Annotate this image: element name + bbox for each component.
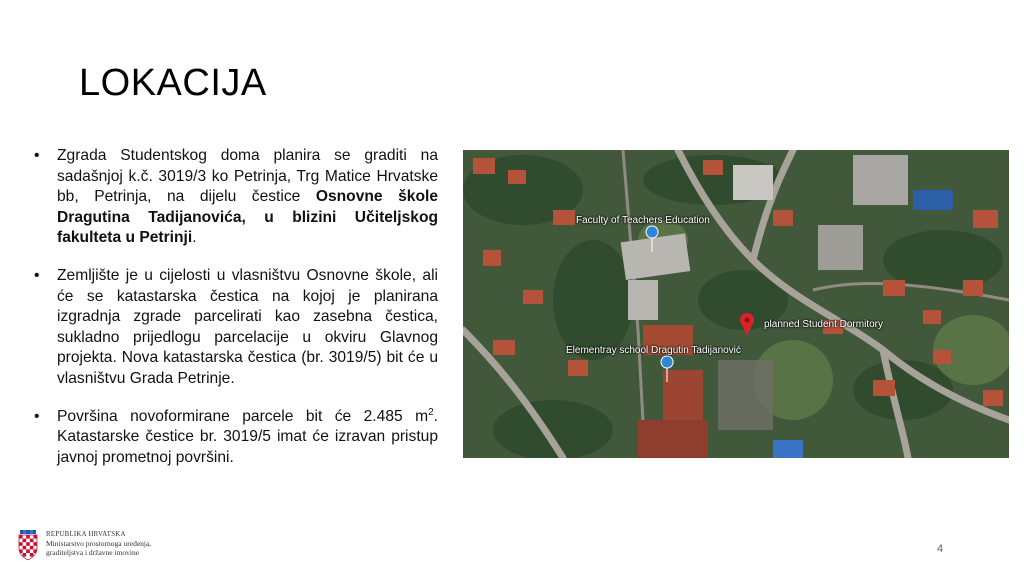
bullet-1-end: . [192,229,197,247]
bullet-1-bold-text: Osnovne škole Dragutina Tadijanovića, u blizini Učiteljskog fakulteta u Petrinji [57,188,438,247]
footer [18,530,151,560]
page-number: 4 [937,543,944,555]
bullet-item-2 [34,266,438,390]
ministry-name [46,530,151,557]
croatian-coat-of-arms-icon [18,530,38,560]
ministry-line-1: REPUBLIKA HRVATSKA [46,531,126,538]
bullet-item-1 [34,146,438,249]
map-imagery [463,150,1009,458]
bullet-list [34,146,438,485]
map-label-dormitory: planned Student Dormitory [764,319,883,330]
satellite-map [463,150,1009,458]
ministry-line-2: Ministarstvo prostornoga uređenja, [46,539,152,548]
bullet-marker: • [34,147,40,164]
map-label-faculty: Faculty of Teachers Education [576,215,710,226]
bullet-3-text-b: . Katastarske čestice br. 3019/5 imat će izravan pristup javnoj prometnoj površini. [57,407,438,466]
bullet-marker: • [34,407,40,425]
bullet-1-text: Zgrada Studentskog doma planira se graditi na sadašnjoj k.č. 3019/3 ko Petrinja, Trg Matice Hrvatske bb, Petrinja, na dijelu čestice [57,147,438,206]
bullet-2-text: Zemljište je u cijelosti u vlasništvu Osnovne škole, ali će se katastarska čestica na kojoj je planirana izgradnja zgrade parcelirati kao zasebna čestica, sukladno prijedlogu parcelacije u okviru Glavnog projekta. Nova katastarska čestica (br. 3019/5) bit će u vlasništvu Grada Petrinje. [57,266,438,387]
ministry-line-3: graditeljstva i državne imovine [46,548,140,557]
bullet-marker: • [34,266,40,284]
bullet-item-3 [34,407,438,469]
superscript-2: 2 [428,406,434,418]
slide-title: LOKACIJA [79,62,267,104]
bullet-3-text-a: Površina novoformirane parcele bit će 2.485 m [57,407,429,425]
map-label-school: Elementray school Dragutin Tadijanović [566,345,741,356]
